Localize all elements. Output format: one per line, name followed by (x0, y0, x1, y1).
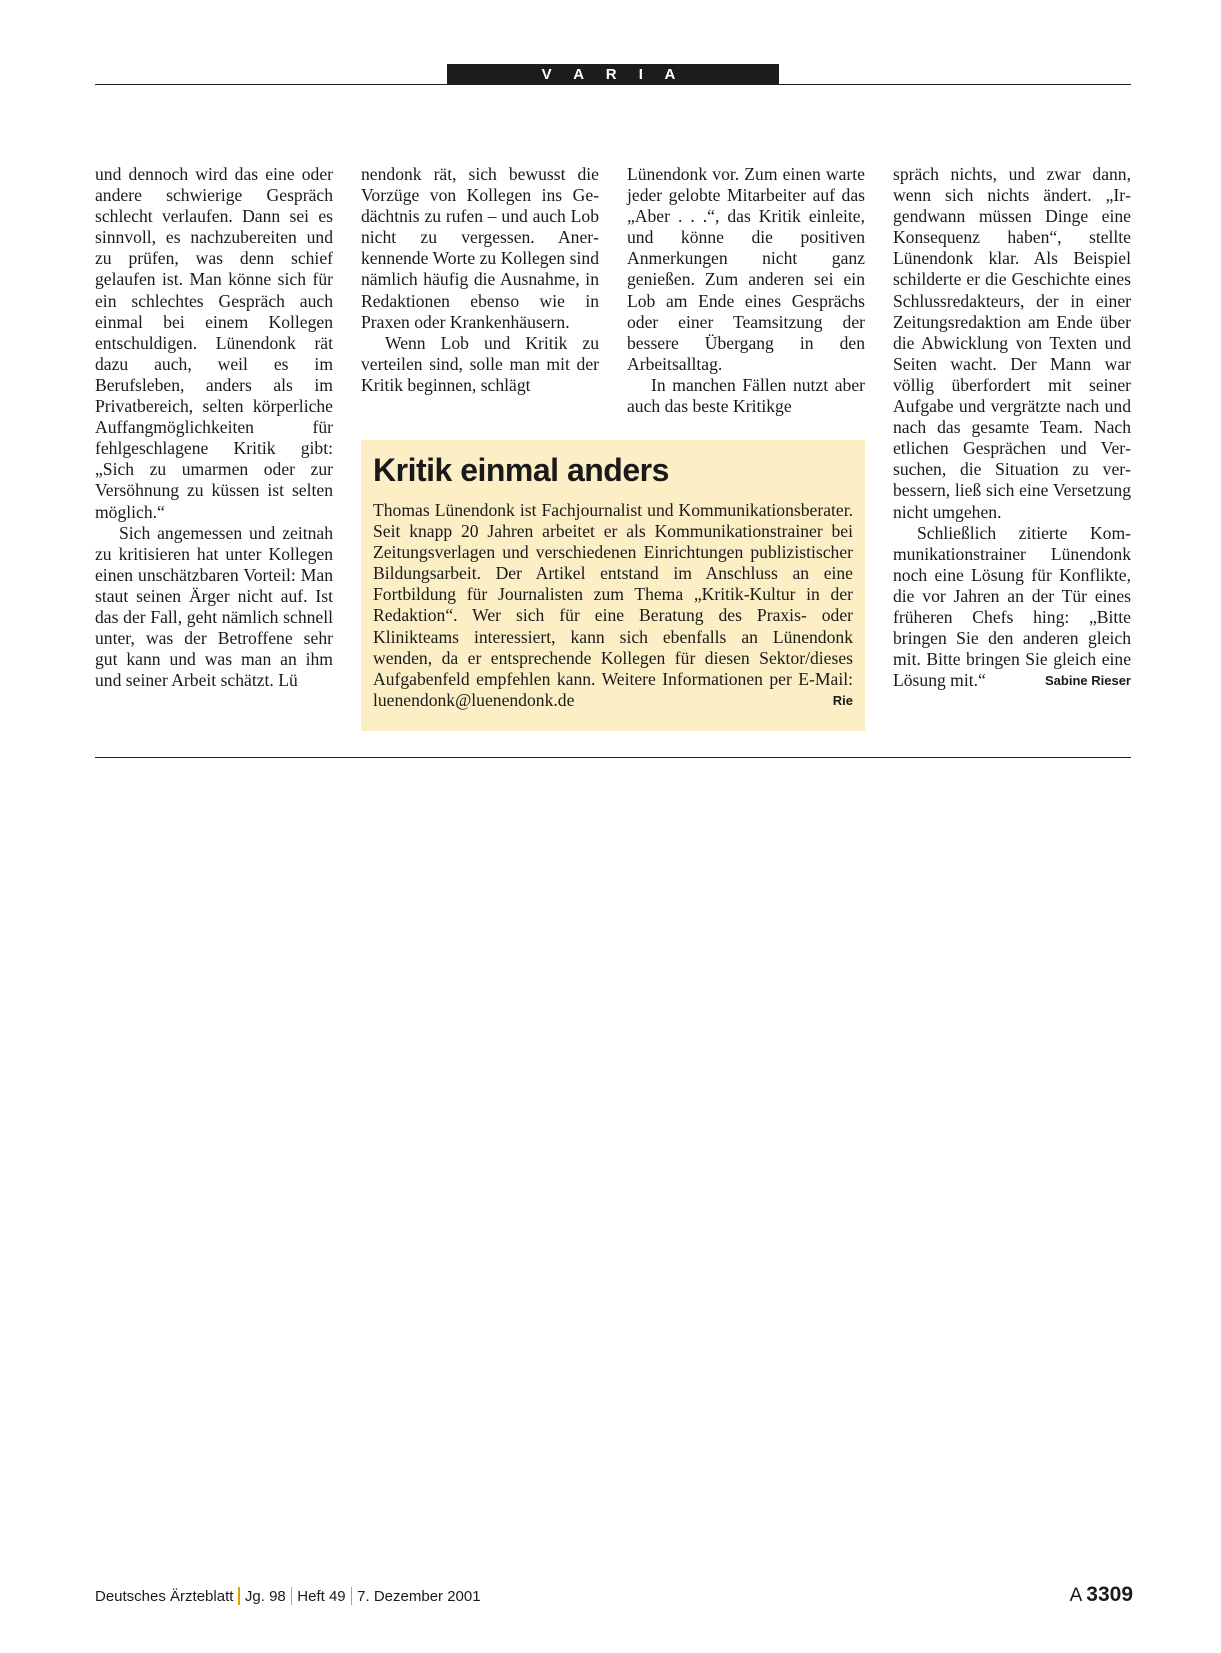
column-3-paragraph-2: In manchen Fällen nutzt aber auch das beste Kritikge (627, 374, 865, 417)
footer-date: 7. Dezember 2001 (357, 1587, 481, 1605)
page-number (1070, 1583, 1133, 1607)
footer-separator (351, 1587, 353, 1605)
info-box-text (373, 500, 853, 711)
footer-separator (291, 1587, 293, 1605)
footer-volume: Jg. 98 (244, 1587, 286, 1605)
column-1-paragraph-1: und dennoch wird das eine oder andere schwierige Gespräch schlecht verlaufen. Dann sei es sinnvoll, es nachzubereiten und zu prüfen, was denn schief gelaufen ist. Man könne sich für ein schlechtes Gespräch auch einmal bei einem Kollegen entschuldigen. Lünendonk rät dazu auch, weil es im Berufsleben, anders als im Privatbereich, selten körperliche Auffangmöglichkeiten für fehlgeschlagene Kritik gibt: „Sich zu umarmen oder zur Versöhnung zu küssen ist selten möglich.“ (95, 164, 333, 522)
page-prefix: A (1069, 1585, 1083, 1606)
info-box-title: Kritik einmal anders (373, 452, 669, 488)
column-4-paragraph-1: spräch nichts, und zwar dann, wenn sich nichts ändert. „Irgendwann müssen Dinge eine Konsequenz haben“, stellte Lünendonk klar. Als Beispiel schilderte er die Geschichte eines Schlussredakteurs, der in einer Zeitungsredaktion am Ende über die Abwicklung von Texten und Seiten wacht. Der Mann war völlig überfordert mit seiner Aufgabe und vergrätzte nach und nach das gesamte Team. Nach etlichen Gesprächen und Versuchen, die Situation zu verbessern, ließ sich eine Versetzung nicht umgehen. (893, 164, 1131, 522)
column-2-paragraph-1: nendonk rät, sich bewusst die Vorzüge von Kollegen ins Gedächtnis zu rufen – und auch Lob nicht zu vergessen. Anerkennende Worte zu Kollegen sind nämlich häufig die Ausnahme, in Redaktionen ebenso wie in Praxen oder Krankenhäusern. (361, 164, 599, 332)
article-column-4 (893, 164, 1131, 691)
column-3-paragraph-1: Lünendonk vor. Zum einen warte jeder gelobte Mitarbeiter auf das „Aber . . .“, das Kritik einleite, und könne die positiven Anmerkungen nicht ganz genießen. Zum anderen sei ein Lob am Ende eines Gesprächs oder einer Teamsitzung der bessere Übergang in den Arbeitsalltag. (627, 164, 865, 374)
article-column-2 (361, 164, 599, 396)
footer-issue: Heft 49 (297, 1587, 346, 1605)
page-number-value: 3309 (1086, 1583, 1133, 1606)
bottom-rule (95, 757, 1131, 758)
info-box-signature: Rie (832, 692, 853, 708)
column-2-paragraph-2: Wenn Lob und Kritik zu verteilen sind, solle man mit der Kritik beginnen, schlägt (361, 332, 599, 395)
info-box-body: Thomas Lünendonk ist Fachjournalist und Kommunikationsberater. Seit knapp 20 Jahren arbeitet er als Kommunikationstrainer bei Zeitungsverlagen und verschiedenen Einrichtungen publizistischer Bildungsarbeit. Der Artikel entstand im Anschluss an eine Fortbildung für Journalisten zum Thema „Kritik-Kultur in der Redaktion“. Wer sich für eine Beratung des Praxis- oder Klinikteams interessiert, kann sich ebenfalls an Lünendonk wenden, da er entsprechende Kollegen für diesen Sektor/dieses Aufgabenfeld empfehlen kann. Weitere Informationen per E-Mail: luenendonk@luenendonk.de (373, 500, 853, 710)
section-label: V A R I A (447, 64, 779, 85)
column-4-paragraph-2-text: Schließlich zitierte Kommunikationstrainer Lünendonk noch eine Lösung für Konflikte, die vor Jahren an der Tür eines früheren Chefs hing: „Bitte bringen Sie den anderen gleich mit. Bitte bringen Sie gleich eine Lösung mit.“ (893, 522, 1131, 691)
article-column-1 (95, 164, 333, 691)
footer (95, 1587, 481, 1605)
author-signature: Sabine Rieser (1045, 673, 1131, 689)
column-1-paragraph-2: Sich angemessen und zeitnah zu kritisieren hat unter Kollegen einen unschätzbaren Vorteil: Man staut seinen Ärger nicht auf. Ist das der Fall, geht nämlich schnell unter, was der Betroffene sehr gut kann und was man an ihm und seiner Arbeit schätzt. Lü (95, 522, 333, 691)
article-column-3 (627, 164, 865, 417)
footer-separator (238, 1587, 240, 1605)
footer-journal: Deutsches Ärzteblatt (95, 1587, 234, 1605)
info-box (361, 440, 865, 731)
column-4-paragraph-2 (893, 523, 1131, 692)
